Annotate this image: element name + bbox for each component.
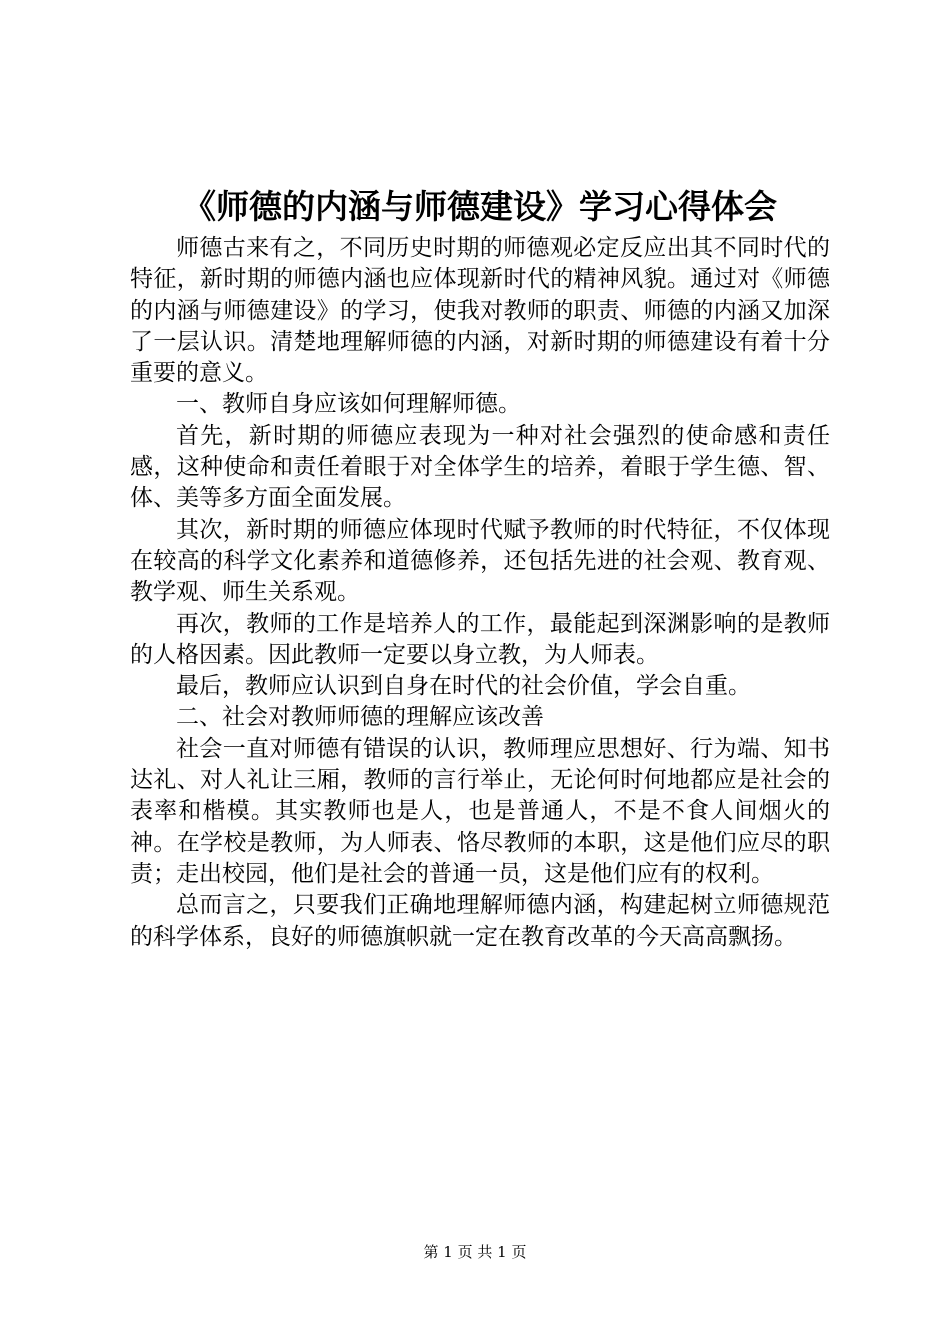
section-heading-2: 二、社会对教师师德的理解应该改善 [176, 704, 544, 731]
paragraph-first: 首先，新时期的师德应表现为一种对社会强烈的使命感和责任感，这种使命和责任着眼于对全体学生的培养，着眼于学生德、智、体、美等多方面全面发展。 [130, 422, 830, 512]
paragraph-second: 其次，新时期的师德应体现时代赋予教师的时代特征，不仅体现在较高的科学文化素养和道德修养，还包括先进的社会观、教育观、教学观、师生关系观。 [130, 516, 830, 606]
paragraph-society: 社会一直对师德有错误的认识，教师理应思想好、行为端、知书达礼、对人礼让三厢，教师的言行举止，无论何时何地都应是社会的表率和楷模。其实教师也是人，也是普通人，不是不食人间烟火的神。在学校是教师，为人师表、恪尽教师的本职，这是他们应尽的职责；走出校园，他们是社会的普通一员，这是他们应有的权利。 [130, 735, 830, 887]
document-body [130, 233, 830, 953]
paragraph-conclusion: 总而言之，只要我们正确地理解师德内涵，构建起树立师德规范的科学体系，良好的师德旗帜就一定在教育改革的今天高高飘扬。 [130, 892, 830, 950]
document-title: 《师德的内涵与师德建设》学习心得体会 [183, 187, 777, 226]
page-footer: 第 1 页 共 1 页 [423, 1243, 527, 1261]
section-heading-1: 一、教师自身应该如何理解师德。 [176, 391, 521, 418]
paragraph-intro: 师德古来有之，不同历史时期的师德观必定反应出其不同时代的特征，新时期的师德内涵也应体现新时代的精神风貌。通过对《师德的内涵与师德建设》的学习，使我对教师的职责、师德的内涵又加深了一层认识。清楚地理解师德的内涵，对新时期的师德建设有着十分重要的意义。 [130, 235, 830, 387]
paragraph-last: 最后，教师应认识到自身在时代的社会价值，学会自重。 [176, 673, 751, 700]
paragraph-third: 再次，教师的工作是培养人的工作，最能起到深渊影响的是教师的人格因素。因此教师一定要以身立教，为人师表。 [130, 610, 830, 668]
